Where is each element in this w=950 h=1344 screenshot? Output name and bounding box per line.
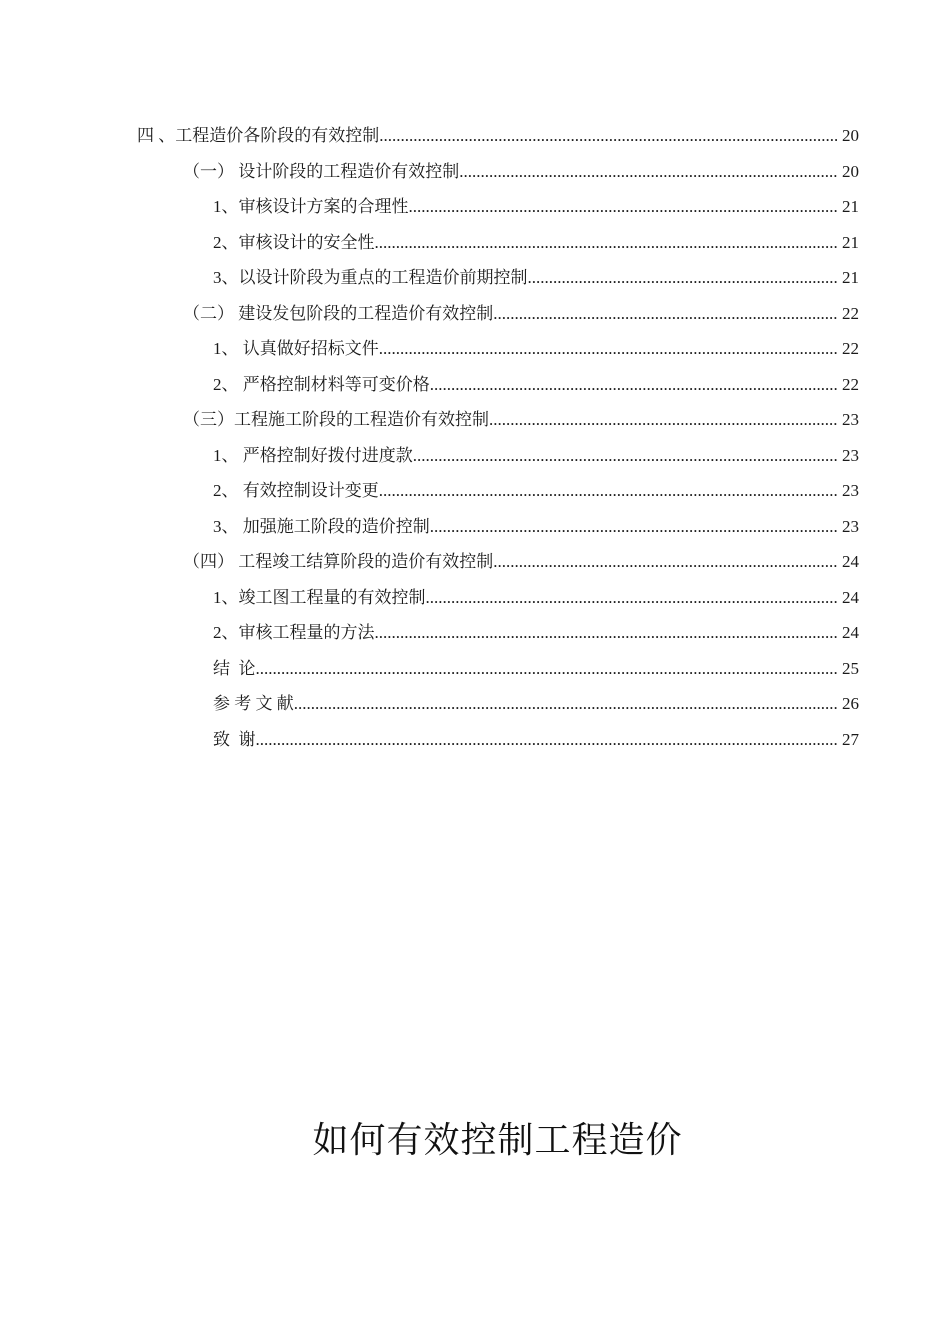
toc-entry-text: 3、 加强施工阶段的造价控制 — [213, 516, 430, 536]
toc-entry[interactable] — [0, 509, 950, 545]
toc-entry[interactable] — [0, 580, 950, 616]
document-title: 如何有效控制工程造价 — [312, 1120, 683, 1161]
toc-entry-text: 2、审核设计的安全性 — [213, 232, 375, 252]
toc-page-number: 23 — [842, 481, 859, 500]
toc-page-number: 20 — [842, 126, 859, 145]
toc-page-number: 25 — [842, 658, 859, 678]
toc-entry-text: 致 谢 — [213, 729, 256, 749]
toc-entry-text: （四） 工程竣工结算阶段的造价有效控制 — [183, 552, 494, 571]
toc-entry[interactable] — [0, 651, 950, 687]
toc-entry-text: 1、 严格控制好拨付进度款 — [213, 445, 413, 465]
toc-entry[interactable] — [0, 473, 950, 509]
toc-dot-leader — [493, 544, 837, 580]
toc-page-number: 21 — [842, 268, 859, 287]
toc-entry-text: 1、竣工图工程量的有效控制 — [213, 587, 426, 607]
toc-dot-leader — [256, 651, 838, 687]
toc-page-number: 22 — [842, 303, 859, 323]
toc-page-number: 23 — [842, 445, 859, 465]
toc-entry[interactable] — [0, 367, 950, 403]
toc-dot-leader — [409, 189, 838, 225]
toc-dot-leader — [430, 509, 837, 545]
toc-entry-text: 参 考 文 献 — [213, 694, 294, 713]
toc-entry[interactable] — [0, 296, 950, 332]
toc-dot-leader — [375, 225, 838, 261]
toc-page-number: 27 — [842, 729, 859, 749]
toc-entry-text: 1、审核设计方案的合理性 — [213, 197, 409, 216]
toc-entry[interactable] — [0, 118, 950, 154]
toc-entry[interactable] — [0, 225, 950, 261]
toc-page-number: 22 — [842, 374, 859, 394]
toc-page-number: 21 — [842, 197, 859, 216]
toc-page-number: 26 — [842, 694, 859, 713]
toc-entry-text: 3、以设计阶段为重点的工程造价前期控制 — [213, 268, 528, 287]
toc-dot-leader — [256, 722, 838, 758]
table-of-contents — [0, 118, 950, 757]
toc-dot-leader — [528, 260, 838, 296]
toc-entry-text: 2、 有效控制设计变更 — [213, 481, 379, 500]
toc-entry[interactable] — [0, 438, 950, 474]
toc-page-number: 22 — [842, 339, 859, 358]
toc-dot-leader — [379, 118, 837, 154]
toc-entry[interactable] — [0, 154, 950, 190]
toc-page-number: 24 — [842, 623, 859, 642]
toc-entry[interactable] — [0, 260, 950, 296]
toc-page-number: 24 — [842, 587, 859, 607]
toc-dot-leader — [426, 580, 838, 616]
toc-entry-text: 结 论 — [213, 658, 256, 678]
toc-entry-text: （一） 设计阶段的工程造价有效控制 — [183, 161, 460, 181]
toc-entry-text: 2、 严格控制材料等可变价格 — [213, 374, 430, 394]
toc-page-number: 23 — [842, 516, 859, 536]
toc-dot-leader — [459, 154, 837, 190]
toc-dot-leader — [379, 473, 837, 509]
toc-entry[interactable] — [0, 686, 950, 722]
toc-entry[interactable] — [0, 189, 950, 225]
toc-page-number: 21 — [842, 232, 859, 252]
toc-entry-text: （三）工程施工阶段的工程造价有效控制 — [183, 410, 489, 429]
toc-entry[interactable] — [0, 402, 950, 438]
toc-dot-leader — [294, 686, 837, 722]
toc-entry[interactable] — [0, 615, 950, 651]
toc-dot-leader — [379, 331, 837, 367]
toc-dot-leader — [493, 296, 837, 332]
toc-page-number: 24 — [842, 552, 859, 571]
toc-dot-leader — [489, 402, 837, 438]
toc-page-number: 23 — [842, 410, 859, 429]
toc-dot-leader — [430, 367, 837, 403]
toc-entry-text: 1、 认真做好招标文件 — [213, 339, 379, 358]
toc-entry[interactable] — [0, 331, 950, 367]
toc-dot-leader — [413, 438, 837, 474]
toc-entry-text: 四 、工程造价各阶段的有效控制 — [137, 126, 380, 145]
toc-entry[interactable] — [0, 722, 950, 758]
toc-page-number: 20 — [842, 161, 859, 181]
toc-entry[interactable] — [0, 544, 950, 580]
toc-entry-text: （二） 建设发包阶段的工程造价有效控制 — [183, 303, 494, 323]
toc-entry-text: 2、审核工程量的方法 — [213, 623, 375, 642]
toc-dot-leader — [375, 615, 838, 651]
